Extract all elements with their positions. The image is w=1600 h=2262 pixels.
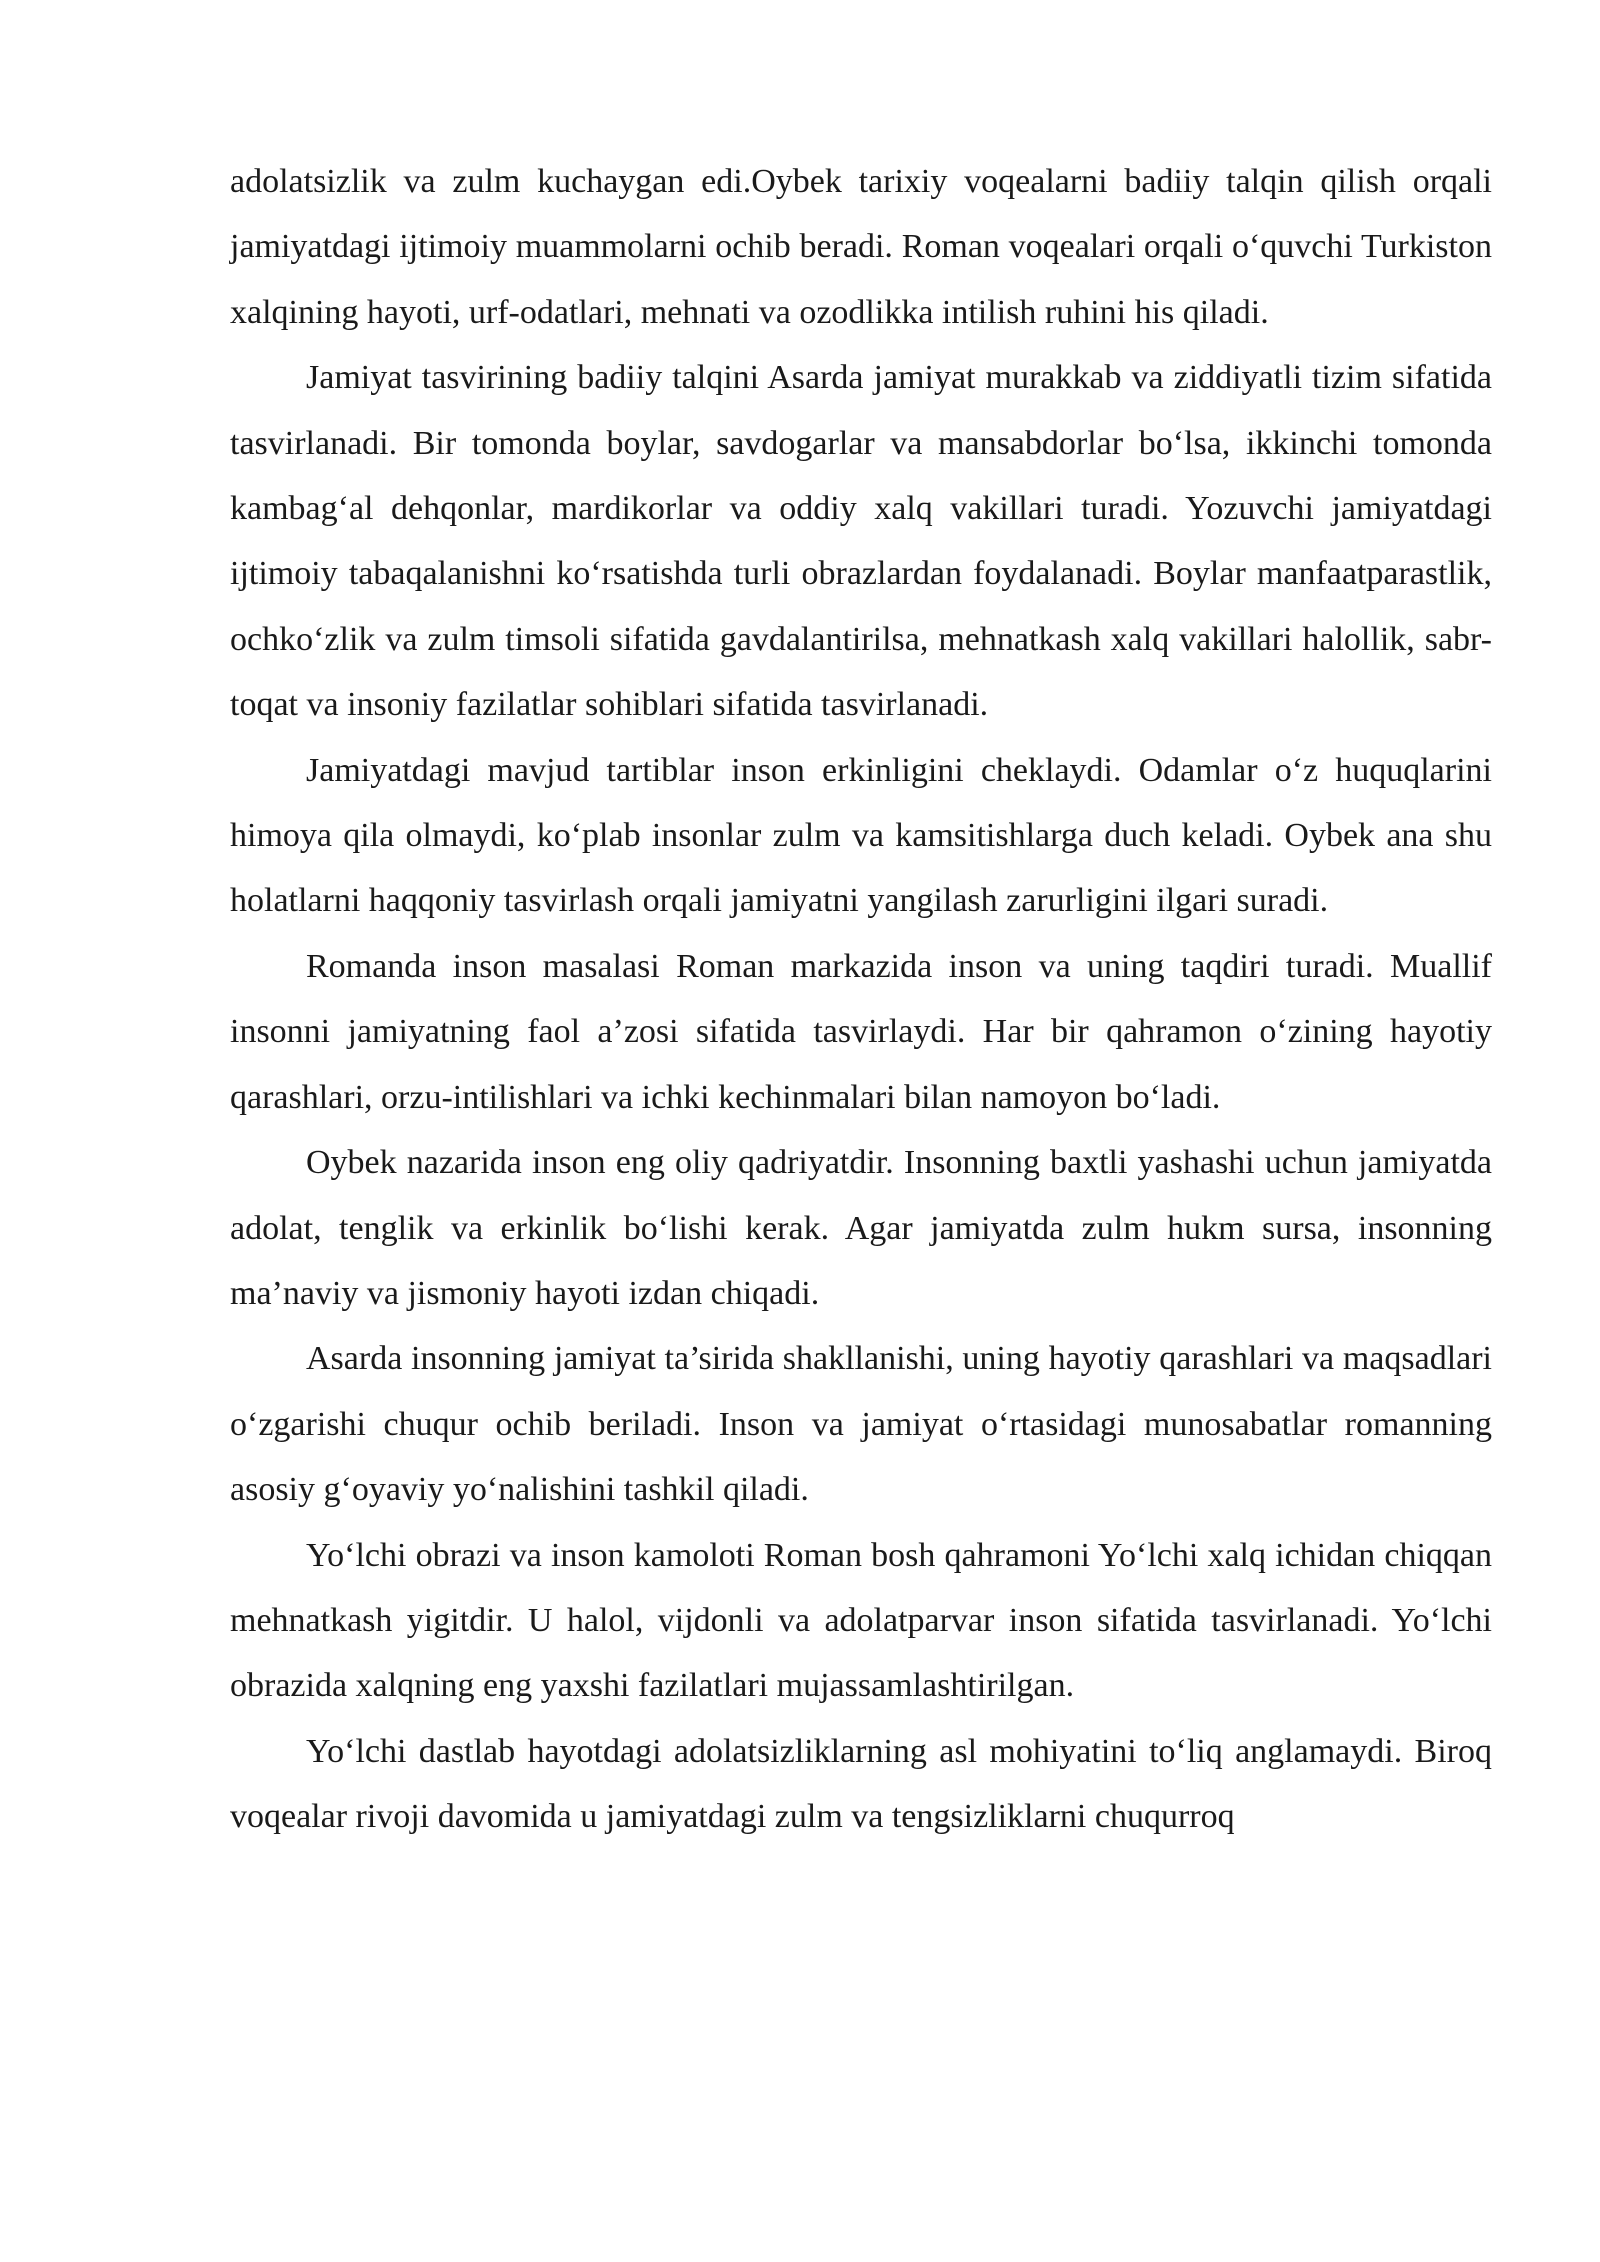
- paragraph-human-issue: Romanda inson masalasi Roman markazida inson va uning taqdiri turadi. Muallif insonni jamiyatning faol a’zosi sifatida tasvirlaydi. Har bir qahramon o‘zining hayotiy qarashlari, orzu-intilishlari va ichki kechinmalari bilan namoyon bo‘ladi.: [230, 947, 1492, 1116]
- document-page: [230, 149, 1492, 1850]
- paragraph-yolchi-development: Yo‘lchi dastlab hayotdagi adolatsizliklarning asl mohiyatini to‘liq anglamaydi. Biroq voqealar rivoji davomida u jamiyatdagi zulm va tengsizliklarni chuqurroq: [230, 1732, 1492, 1836]
- paragraph-yolchi-image: Yo‘lchi obrazi va inson kamoloti Roman bosh qahramoni Yo‘lchi xalq ichidan chiqqan mehnatkash yigitdir. U halol, vijdonli va adolatparvar inson sifatida tasvirlanadi. Yo‘lchi obrazida xalqning eng yaxshi fazilatlari mujassamlashtirilgan.: [230, 1536, 1492, 1705]
- paragraph-existing-orders: Jamiyatdagi mavjud tartiblar inson erkinligini cheklaydi. Odamlar o‘z huquqlarini himoya qila olmaydi, ko‘plab insonlar zulm va kamsitishlarga duch keladi. Oybek ana shu holatlarni haqqoniy tasvirlash orqali jamiyatni yangilash zarurligini ilgari suradi.: [230, 751, 1492, 920]
- paragraph-society-depiction: Jamiyat tasvirining badiiy talqini Asarda jamiyat murakkab va ziddiyatli tizim sifatida tasvirlanadi. Bir tomonda boylar, savdogarlar va mansabdorlar bo‘lsa, ikkinchi tomonda kambag‘al dehqonlar, mardikorlar va oddiy xalq vakillari turadi. Yozuvchi jamiyatdagi ijtimoiy tabaqalanishni ko‘rsatishda turli obrazlardan foydalanadi. Boylar manfaatparastlik, ochko‘zlik va zulm timsoli sifatida gavdalantirilsa, mehnatkash xalq vakillari halollik, sabr-toqat va insoniy fazilatlar sohiblari sifatida tasvirlanadi.: [230, 359, 1492, 724]
- paragraph-formation: Asarda insonning jamiyat ta’sirida shakllanishi, uning hayotiy qarashlari va maqsadlari o‘zgarishi chuqur ochib beriladi. Inson va jamiyat o‘rtasidagi munosabatlar romanning asosiy g‘oyaviy yo‘nalishini tashkil qiladi.: [230, 1340, 1492, 1509]
- paragraph-continuation: adolatsizlik va zulm kuchaygan edi.Oybek tarixiy voqealarni badiiy talqin qilish orqali jamiyatdagi ijtimoiy muammolarni ochib beradi. Roman voqealari orqali o‘quvchi Turkiston xalqining hayoti, urf-odatlari, mehnati va ozodlikka intilish ruhini his qiladi.: [230, 163, 1492, 331]
- paragraph-supreme-value: Oybek nazarida inson eng oliy qadriyatdir. Insonning baxtli yashashi uchun jamiyatda adolat, tenglik va erkinlik bo‘lishi kerak. Agar jamiyatda zulm hukm sursa, insonning ma’naviy va jismoniy hayoti izdan chiqadi.: [230, 1144, 1492, 1312]
